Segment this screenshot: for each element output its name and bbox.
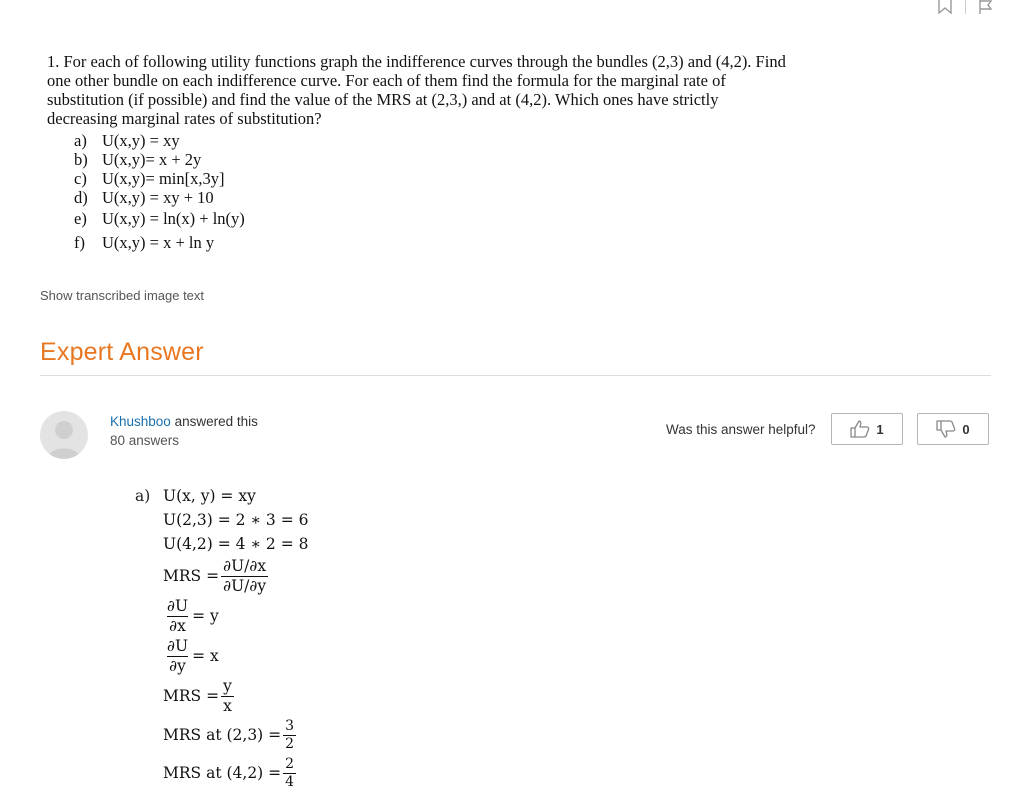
- math-line: U(4,2) = 4 ∗ 2 = 8: [163, 535, 309, 553]
- question-text: 1. For each of following utility functions graph the indifference curves through the bundles (2,3) and (4,2). Find one other bundle on each indifference curve. For each of them find the formula for the marginal rate of substitution (if possible) and find the value of the MRS at (2,3,) and at (4,2). Which ones have strictly decreasing marginal rates of substitution?: [47, 52, 786, 128]
- answer-count: 80 answers: [110, 433, 180, 448]
- list-item: b) U(x,y)= x + 2y: [74, 150, 202, 169]
- avatar: [40, 411, 88, 459]
- math-line: MRS = $\frac{\partial U/\partial x}{\partial U/\partial y}$: [163, 556, 267, 595]
- bookmark-icon[interactable]: [937, 0, 953, 14]
- upvote-count: 1: [876, 421, 884, 437]
- flag-icon[interactable]: [978, 0, 994, 14]
- top-toolbar: [937, 0, 994, 16]
- downvote-count: 0: [962, 421, 970, 437]
- list-item: c) U(x,y)= min[x,3y]: [74, 169, 225, 188]
- fraction: $\frac{\partial U}{\partial x}$: [167, 596, 189, 635]
- toolbar-divider: [965, 0, 966, 14]
- math-line: MRS at (4,2) = $\frac{2}{4}$: [163, 755, 295, 790]
- answer-author: Khushboo answered this 80 answers: [110, 414, 258, 448]
- fraction: $\frac{3}{2}$: [285, 717, 295, 752]
- list-item: e) U(x,y) = ln(x) + ln(y): [74, 209, 245, 228]
- math-line: MRS at (2,3) = $\frac{3}{2}$: [163, 717, 295, 752]
- math-line: $\frac{\partial U}{\partial y}$ = x: [167, 636, 219, 675]
- expert-answer-heading: Expert Answer: [40, 338, 204, 366]
- list-item: a) U(x,y) = xy: [74, 131, 180, 150]
- thumbs-up-icon: [850, 420, 870, 438]
- answer-math: [163, 484, 308, 792]
- math-line: U(x, y) = xy: [163, 487, 256, 505]
- fraction: $\frac{y}{x}$: [223, 676, 232, 715]
- helpful-question: Was this answer helpful?: [666, 422, 816, 437]
- fraction: $\frac{\partial U}{\partial y}$: [167, 636, 189, 675]
- thumbs-up-button[interactable]: [831, 413, 903, 445]
- fraction: $\frac{\partial U/\partial x}{\partial U/\partial y}$: [223, 556, 267, 595]
- author-name-link[interactable]: Khushboo: [110, 414, 171, 429]
- avatar-placeholder-icon: [40, 411, 88, 459]
- thumbs-down-button[interactable]: [917, 413, 989, 445]
- math-line: $\frac{\partial U}{\partial x}$ = y: [167, 596, 219, 635]
- part-label: a): [135, 487, 151, 505]
- utility-function-list: [74, 131, 787, 255]
- section-divider: [40, 375, 991, 376]
- math-line: U(2,3) = 2 ∗ 3 = 6: [163, 511, 309, 529]
- fraction: $\frac{2}{4}$: [285, 755, 295, 790]
- thumbs-down-icon: [936, 420, 956, 438]
- list-item: d) U(x,y) = xy + 10: [74, 188, 214, 207]
- show-transcribed-link[interactable]: Show transcribed image text: [40, 288, 205, 303]
- list-item: f) U(x,y) = x + ln y: [74, 233, 215, 252]
- math-line: MRS = $\frac{y}{x}$: [163, 676, 232, 715]
- question-block: [47, 52, 787, 255]
